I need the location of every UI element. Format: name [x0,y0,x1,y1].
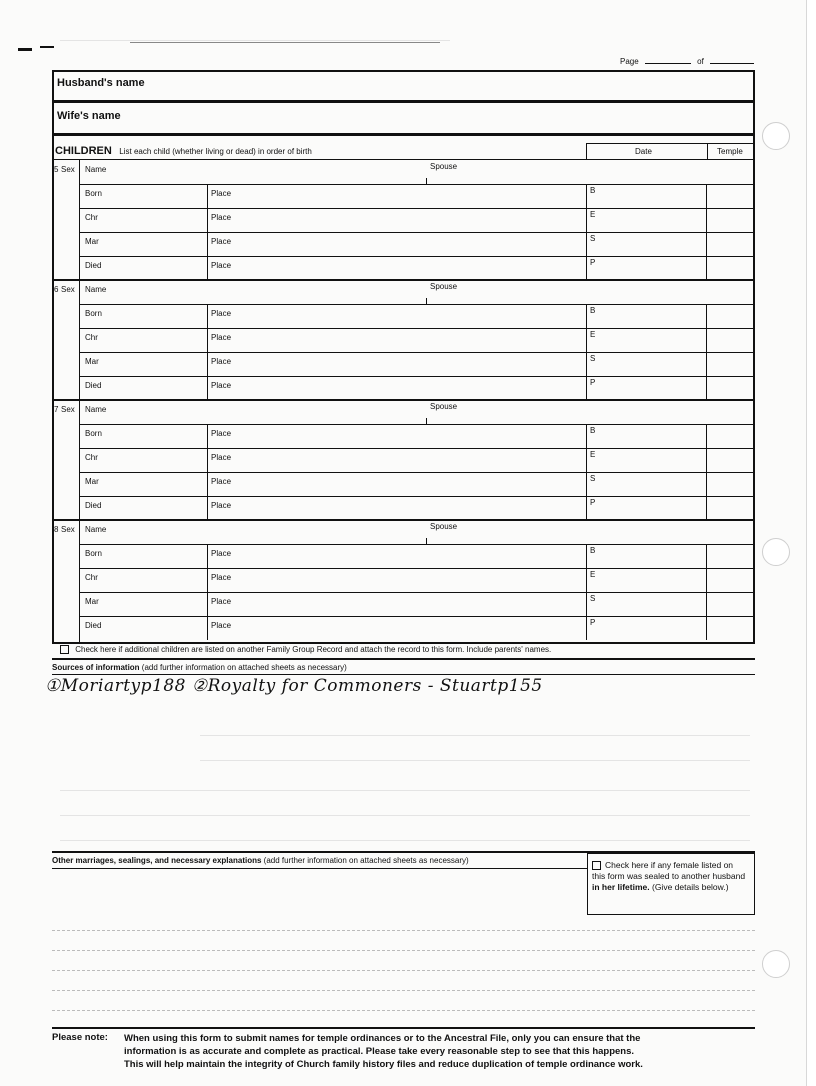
binder-hole-top [762,122,790,150]
child-block [52,520,755,642]
place-divider [207,184,208,208]
event-label: Mar [85,237,99,246]
place-label[interactable]: Place [211,597,232,606]
sources-top-rule [52,658,755,660]
date-divider [586,448,587,472]
female-sealing-text-a: Check here if any female listed on this form was sealed to another husband [592,860,746,881]
event-label: Died [85,501,102,510]
child-sex-label: Sex [61,405,75,414]
temple-divider [706,472,707,496]
place-divider [207,376,208,400]
event-row [79,256,755,280]
event-row [79,616,755,640]
event-label: Born [85,309,102,318]
bleed-through-line [200,735,750,736]
date-divider [586,592,587,616]
temple-divider [706,184,707,208]
ordinance-code[interactable]: P [590,378,596,387]
page-number-field [620,57,754,66]
event-label: Mar [85,357,99,366]
place-label[interactable]: Place [211,621,232,630]
event-row [79,472,755,496]
female-sealing-text-b: in her lifetime. [592,882,650,892]
date-column-header: Date [635,147,652,156]
event-label: Died [85,621,102,630]
place-label[interactable]: Place [211,261,232,270]
event-label: Chr [85,333,98,342]
other-marriages-header [52,856,469,865]
event-row [79,448,755,472]
date-divider [586,568,587,592]
temple-divider [706,616,707,640]
temple-divider [706,328,707,352]
date-divider [586,256,587,280]
place-label[interactable]: Place [211,213,232,222]
temple-divider [706,424,707,448]
child-spouse-label[interactable]: Spouse [430,522,458,531]
place-divider [207,544,208,568]
temple-divider [706,496,707,520]
place-divider [207,232,208,256]
bleed-through-line [200,760,750,761]
children-subtitle: List each child (whether living or dead) in order of birth [119,147,312,156]
children-title: CHILDREN [55,145,112,157]
temple-column-header: Temple [717,147,743,156]
ordinance-code[interactable]: S [590,234,596,243]
ordinance-code[interactable]: E [590,210,596,219]
date-divider [586,208,587,232]
child-name-label[interactable]: Name [85,285,107,294]
child-name-label[interactable]: Name [85,525,107,534]
date-divider [586,424,587,448]
place-divider [207,256,208,280]
top-mark [40,46,54,48]
ordinance-code[interactable]: B [590,186,596,195]
date-divider [586,472,587,496]
event-label: Born [85,549,102,558]
female-sealing-checkbox[interactable] [592,861,601,870]
place-label[interactable]: Place [211,309,232,318]
place-divider [207,616,208,640]
place-label[interactable]: Place [211,573,232,582]
ordinance-code[interactable]: E [590,450,596,459]
place-label[interactable]: Place [211,549,232,558]
child-block [52,400,755,520]
place-label[interactable]: Place [211,189,232,198]
sources-rule [52,674,755,675]
ordinance-code[interactable]: B [590,546,596,555]
event-label: Chr [85,453,98,462]
writing-line[interactable] [52,970,755,971]
ordinance-code[interactable]: P [590,618,596,627]
child-sex-label: Sex [61,285,75,294]
page-label: Page [620,57,639,66]
top-mark [18,48,32,51]
event-label: Chr [85,573,98,582]
bleed-through-line [60,40,450,41]
sources-header [52,663,347,672]
date-divider [586,352,587,376]
temple-divider [706,304,707,328]
date-divider [586,184,587,208]
place-label[interactable]: Place [211,381,232,390]
event-row [79,208,755,232]
place-divider [207,328,208,352]
place-label[interactable]: Place [211,477,232,486]
children-header [55,141,312,159]
child-block [52,280,755,400]
place-divider [207,424,208,448]
temple-divider [706,544,707,568]
child-number: 6 [54,285,59,294]
female-sealing-text [592,860,747,893]
date-divider [586,496,587,520]
date-temple-header [586,143,755,160]
temple-divider [706,256,707,280]
place-divider [207,208,208,232]
writing-line[interactable] [52,1010,755,1011]
please-note-line-2: information is as accurate and complete as practical. Please take every reasonable step to see that this happens. [124,1046,635,1057]
ordinance-code[interactable]: S [590,354,596,363]
of-label: of [697,57,704,66]
temple-divider [706,448,707,472]
place-label[interactable]: Place [211,333,232,342]
event-label: Died [85,381,102,390]
event-row [79,568,755,592]
please-note-text [124,1032,764,1071]
other-marriages-hint: (add further information on attached sheets as necessary) [263,856,469,865]
event-row [79,544,755,568]
place-label[interactable]: Place [211,453,232,462]
event-row [79,376,755,400]
temple-divider [706,376,707,400]
wife-name-label: Wife's name [57,110,121,122]
female-sealing-box [587,853,755,915]
header-divider [707,144,708,159]
please-note-rule [52,1027,755,1029]
event-row [79,184,755,208]
ordinance-code[interactable]: E [590,330,596,339]
bleed-through-line [60,815,750,816]
event-row [79,592,755,616]
event-label: Mar [85,597,99,606]
place-divider [207,352,208,376]
bleed-through-line [60,840,750,841]
temple-divider [706,352,707,376]
place-divider [207,568,208,592]
date-divider [586,544,587,568]
ordinance-code[interactable]: B [590,306,596,315]
temple-divider [706,208,707,232]
event-label: Mar [85,477,99,486]
bleed-through-line [60,790,750,791]
sources-handwritten-entry[interactable]: ①Moriartyp188 ②Royalty for Commoners - Stuartp155 [45,676,543,696]
child-number: 8 [54,525,59,534]
page-number-line[interactable] [645,63,691,64]
event-row [79,352,755,376]
writing-line[interactable] [52,950,755,951]
event-row [79,304,755,328]
date-divider [586,304,587,328]
binder-hole-bottom [762,950,790,978]
date-divider [586,376,587,400]
place-divider [207,496,208,520]
date-divider [586,616,587,640]
writing-line[interactable] [52,930,755,931]
date-divider [586,232,587,256]
child-number: 5 [54,165,59,174]
child-block [52,160,755,280]
binder-hole-middle [762,538,790,566]
husband-name-field[interactable] [52,70,755,102]
place-label[interactable]: Place [211,429,232,438]
top-rule [130,42,440,43]
additional-children-row [60,645,551,654]
wife-name-field[interactable] [52,101,755,135]
place-divider [207,472,208,496]
place-divider [207,448,208,472]
child-name-label[interactable]: Name [85,405,107,414]
additional-children-note: Check here if additional children are listed on another Family Group Record and attach the record to this form. Include parents' names. [75,645,552,654]
ordinance-code[interactable]: B [590,426,596,435]
event-row [79,232,755,256]
writing-line[interactable] [52,990,755,991]
event-label: Born [85,429,102,438]
child-sex-label: Sex [61,525,75,534]
event-row [79,496,755,520]
child-number: 7 [54,405,59,414]
ordinance-code[interactable]: P [590,498,596,507]
place-label[interactable]: Place [211,357,232,366]
additional-children-checkbox[interactable] [60,645,69,654]
sources-label: Sources of information [52,663,140,672]
place-divider [207,304,208,328]
sources-hint: (add further information on attached sheets as necessary) [141,663,347,672]
ordinance-code[interactable]: P [590,258,596,267]
other-marriages-rule [52,868,587,869]
place-divider [207,592,208,616]
please-note-label: Please note: [52,1032,108,1043]
page-total-line[interactable] [710,63,754,64]
child-spouse-label[interactable]: Spouse [430,282,458,291]
event-label: Died [85,261,102,270]
event-row [79,328,755,352]
event-row [79,424,755,448]
child-sex-label: Sex [61,165,75,174]
event-label: Born [85,189,102,198]
ordinance-code[interactable]: S [590,594,596,603]
other-marriages-label: Other marriages, sealings, and necessary explanations [52,856,262,865]
please-note-line-1: When using this form to submit names for temple ordinances or to the Ancestral File, only you can ensure that the [124,1033,641,1044]
temple-divider [706,232,707,256]
temple-divider [706,592,707,616]
place-label[interactable]: Place [211,237,232,246]
event-label: Chr [85,213,98,222]
temple-divider [706,568,707,592]
ordinance-code[interactable]: E [590,570,596,579]
female-sealing-text-c: (Give details below.) [649,882,729,892]
date-divider [586,328,587,352]
ordinance-code[interactable]: S [590,474,596,483]
child-name-label[interactable]: Name [85,165,107,174]
husband-name-label: Husband's name [57,77,145,89]
child-spouse-label[interactable]: Spouse [430,162,458,171]
child-spouse-label[interactable]: Spouse [430,402,458,411]
please-note-line-3: This will help maintain the integrity of Church family history files and reduce duplication of temple ordinance work. [124,1059,643,1070]
place-label[interactable]: Place [211,501,232,510]
